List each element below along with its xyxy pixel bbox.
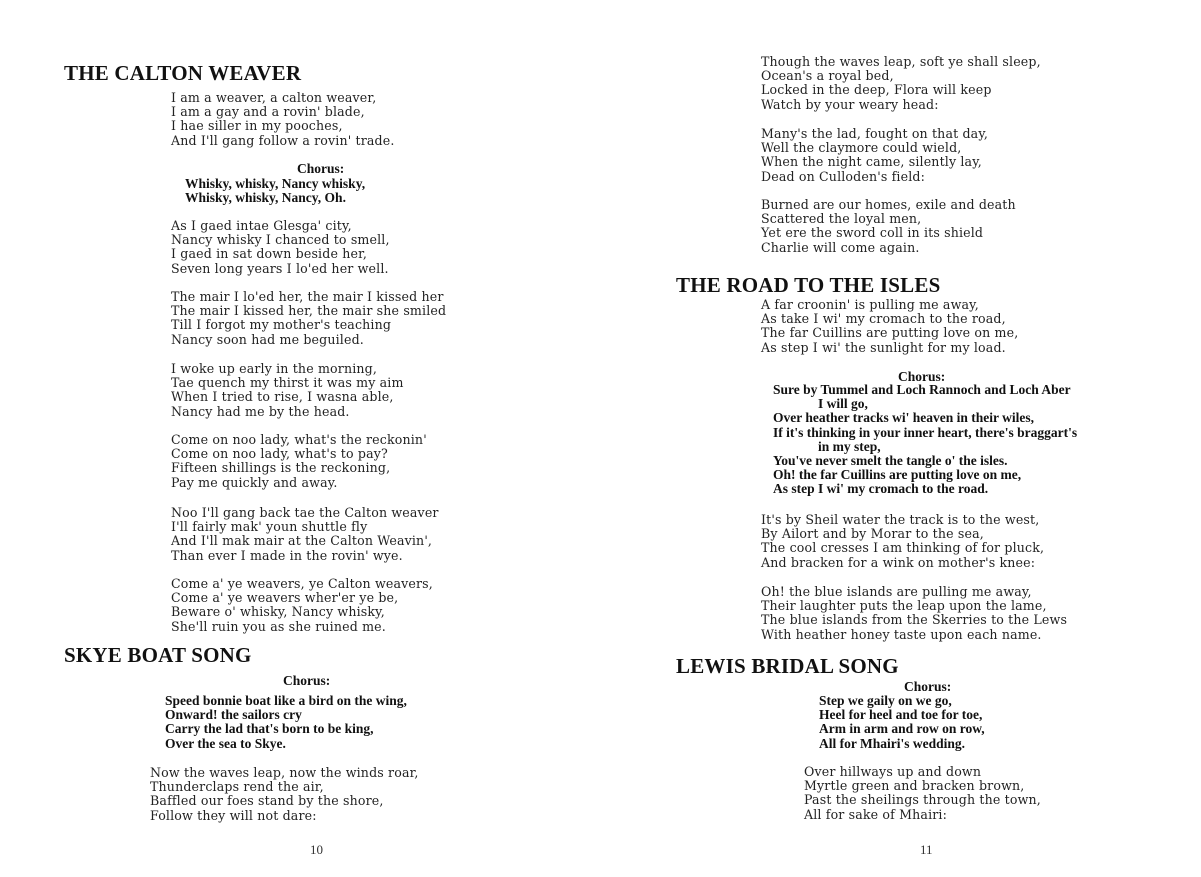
stanza [171,290,446,347]
lyric-line: Come a' ye weavers, ye Calton weavers, [171,576,433,591]
chorus-label: Chorus: [297,161,345,176]
stanza [171,506,439,563]
lyric-line: She'll ruin you as she ruined me. [171,618,386,634]
lyric-line: Over the sea to Skye. [165,735,286,751]
stanza [761,585,1067,642]
stanza [804,765,1041,822]
right-page [600,0,1201,877]
lyric-line: All for sake of Mhairi: [804,806,948,822]
lyric-line: Tae quench my thirst it was my aim [171,375,404,391]
lyric-line: in my step, [818,438,881,454]
stanza [171,362,404,419]
stanza [171,433,427,490]
lyric-line: When I tried to rise, I wasna able, [171,389,394,405]
lyric-line: And I'll gang follow a rovin' trade. [171,132,395,148]
lyric-line: Carry the lad that's born to be king, [165,721,374,737]
lyric-line: I am a weaver, a calton weaver, [171,90,377,105]
lyric-line: Yet ere the sword coll in its shield [761,225,984,241]
lyric-line: Dead on Culloden's field: [761,168,925,184]
lyric-line: I hae siller in my pooches, [171,118,343,134]
lyric-line: All for Mhairi's wedding. [819,735,966,751]
lyric-line: Locked in the deep, Flora will keep [761,82,992,98]
lyric-line: Noo I'll gang back tae the Calton weaver [171,505,439,520]
lyric-line: Oh! the far Cuillins are putting love on me, [773,467,1022,483]
lyric-line: And bracken for a wink on mother's knee: [761,554,1036,570]
left-page [0,0,600,877]
lyric-line: The mair I lo'ed her, the mair I kissed her [171,289,444,304]
stanza [761,127,988,184]
stanza [761,513,1044,570]
lyric-line: I woke up early in the morning, [171,361,378,376]
lyric-line: Over heather tracks wi' heaven in their wiles, [773,410,1034,426]
lyric-line: Step we gaily on we go, [819,693,952,708]
lyric-line: As take I wi' my cromach to the road, [761,311,1006,327]
lyric-line: I'll fairly mak' youn shuttle fly [171,519,368,535]
chorus [773,383,1077,497]
lyric-line: Over hillways up and down [804,764,982,779]
chorus-label: Chorus: [898,369,946,384]
chorus [819,694,985,751]
stanza [171,91,395,148]
lyric-line: I am a gay and a rovin' blade, [171,104,365,120]
lyric-line: Nancy had me by the head. [171,403,350,419]
stanza [171,219,390,276]
lyric-line: Ocean's a royal bed, [761,68,894,84]
lyric-line: Burned are our homes, exile and death [761,197,1016,212]
lyric-line: Baffled our foes stand by the shore, [150,793,384,809]
lyric-line: Their laughter puts the leap upon the lame, [761,598,1047,614]
lyric-line: Come on noo lady, what's the reckonin' [171,432,427,447]
lyric-line: Arm in arm and row on row, [819,721,985,737]
stanza [150,766,419,823]
lyric-line: If it's thinking in your inner heart, there's braggart's [773,424,1078,440]
lyric-line: As step I wi' my cromach to the road. [773,481,989,497]
chorus-label: Chorus: [904,679,952,694]
lyric-line: Whisky, whisky, Nancy, Oh. [185,190,346,206]
lyric-line: Past the sheilings through the town, [804,792,1041,808]
stanza [761,55,1041,112]
title-road-to-the-isles: THE ROAD TO THE ISLES [676,273,941,297]
lyric-line: Nancy soon had me beguiled. [171,331,364,347]
chorus [165,694,407,751]
lyric-line: Come on noo lady, what's to pay? [171,446,388,462]
lyric-line: With heather honey taste upon each name. [761,626,1042,642]
lyric-line: Come a' ye weavers wher'er ye be, [171,590,399,606]
lyric-line: I gaed in sat down beside her, [171,246,368,262]
lyric-line: Beware o' whisky, Nancy whisky, [171,604,385,620]
lyric-line: When the night came, silently lay, [761,154,982,170]
lyric-line: Seven long years I lo'ed her well. [171,260,389,276]
title-lewis-bridal-song: LEWIS BRIDAL SONG [676,654,899,678]
lyric-line: A far croonin' is pulling me away, [761,297,979,312]
lyric-line: Pay me quickly and away. [171,474,338,490]
title-calton-weaver: THE CALTON WEAVER [64,61,302,85]
lyric-line: Than ever I made in the rovin' wye. [171,547,403,563]
lyric-line: Scattered the loyal men, [761,211,922,227]
page-number: 11 [920,842,933,857]
lyric-line: The mair I kissed her, the mair she smiled [171,303,447,319]
stanza [171,577,433,634]
chorus-label: Chorus: [283,673,331,688]
page-number: 10 [310,842,323,857]
lyric-line: Well the claymore could wield, [761,140,962,156]
lyric-line: Many's the lad, fought on that day, [761,126,989,141]
lyric-line: Till I forgot my mother's teaching [171,317,392,333]
lyric-line: Oh! the blue islands are pulling me away, [761,584,1032,599]
lyric-line: Charlie will come again. [761,239,920,255]
lyric-line: Nancy whisky I chanced to smell, [171,232,390,248]
title-skye-boat-song: SKYE BOAT SONG [64,643,252,667]
lyric-line: Thunderclaps rend the air, [150,779,324,795]
lyric-line: Heel for heel and toe for toe, [819,707,983,723]
lyric-line: You've never smelt the tangle o' the isles. [773,453,1008,469]
stanza [761,298,1018,355]
lyric-line: By Ailort and by Morar to the sea, [761,526,984,542]
lyric-line: Now the waves leap, now the winds roar, [150,765,419,780]
lyric-line: Sure by Tummel and Loch Rannoch and Loch Aber [773,382,1071,397]
lyric-line: The blue islands from the Skerries to the Lews [761,612,1068,628]
lyric-line: Follow they will not dare: [150,807,317,823]
stanza [761,198,1016,255]
chorus [185,177,365,205]
lyric-line: Whisky, whisky, Nancy whisky, [185,176,366,191]
lyric-line: I will go, [818,396,868,412]
lyric-line: Fifteen shillings is the reckoning, [171,460,391,476]
lyric-line: As step I wi' the sunlight for my load. [761,339,1006,355]
lyric-line: Speed bonnie boat like a bird on the wing, [165,693,407,708]
lyric-line: It's by Sheil water the track is to the west, [761,512,1040,527]
lyric-line: Watch by your weary head: [761,96,939,112]
lyric-line: The far Cuillins are putting love on me, [761,325,1019,341]
lyric-line: Myrtle green and bracken brown, [804,778,1025,794]
lyric-line: Though the waves leap, soft ye shall sleep, [761,54,1041,69]
lyric-line: Onward! the sailors cry [165,707,302,723]
lyric-line: And I'll mak mair at the Calton Weavin', [171,533,433,549]
lyric-line: As I gaed intae Glesga' city, [171,218,352,233]
lyric-line: The cool cresses I am thinking of for pluck, [761,540,1045,556]
